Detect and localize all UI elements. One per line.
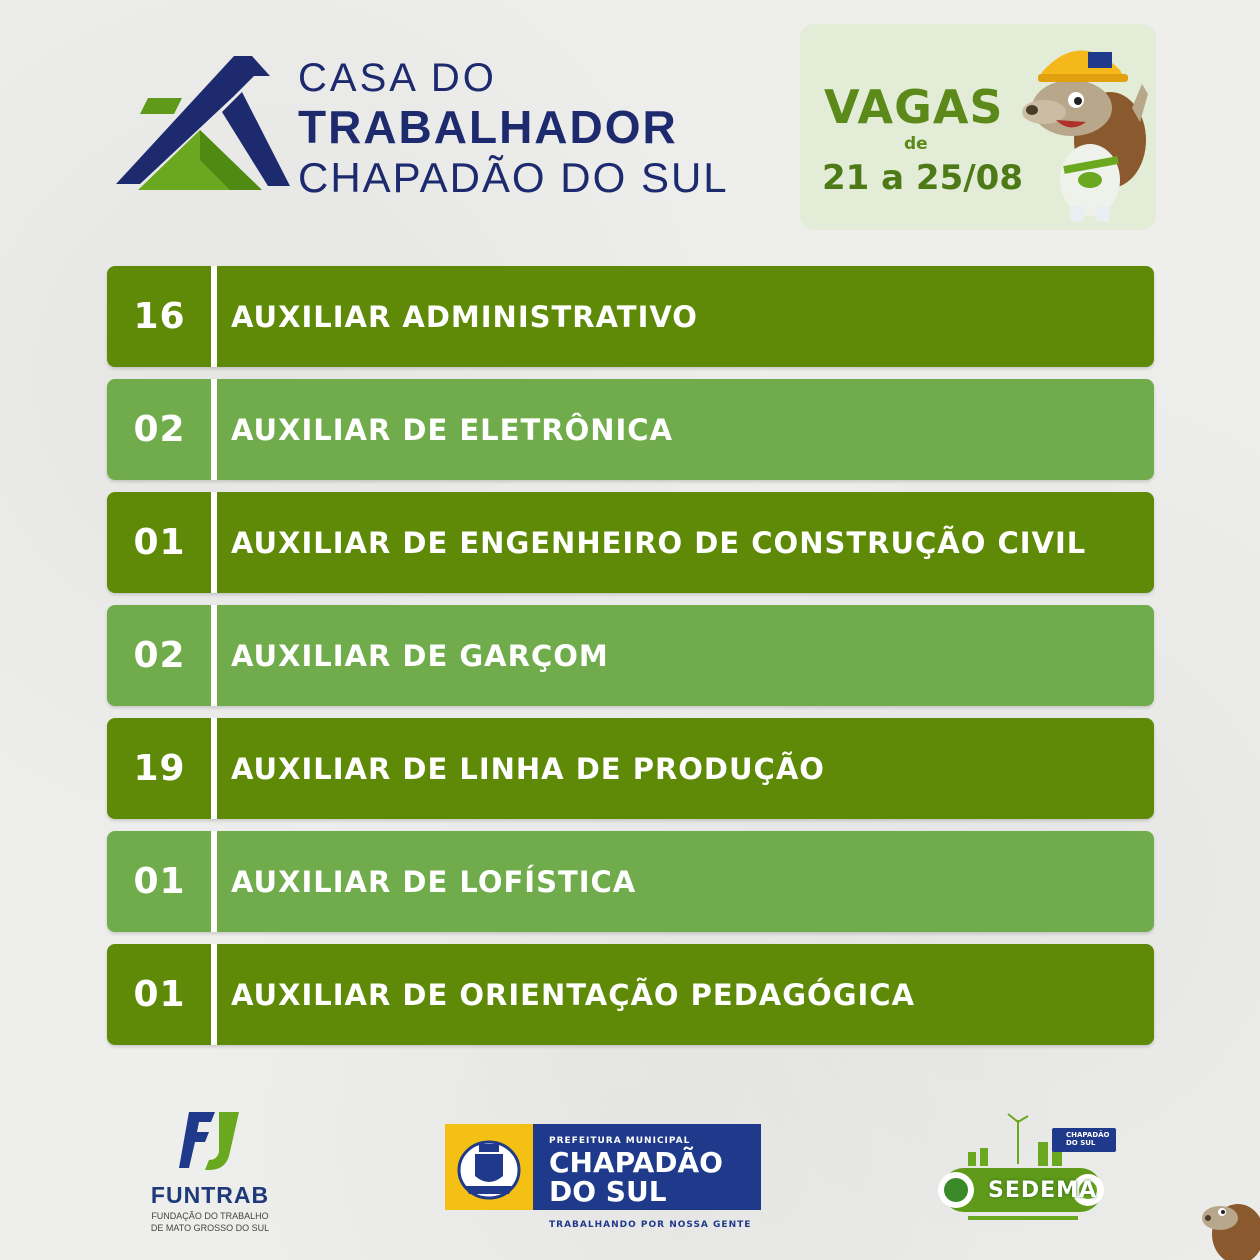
- logo-line-chapadao: CHAPADÃO DO SUL: [298, 154, 729, 201]
- job-title: AUXILIAR DE LOFÍSTICA: [231, 864, 637, 899]
- funtrab-subtitle-line2: DE MATO GROSSO DO SUL: [150, 1223, 270, 1233]
- job-vacancy-count: 01: [133, 861, 186, 902]
- job-row-divider: [211, 492, 217, 593]
- casa-do-trabalhador-logo-mark: [110, 52, 290, 192]
- prefeitura-slogan: TRABALHANDO POR NOSSA GENTE: [549, 1220, 752, 1230]
- job-title: AUXILIAR DE GARÇOM: [231, 638, 609, 673]
- job-title: AUXILIAR DE LINHA DE PRODUÇÃO: [231, 751, 825, 786]
- prefeitura-logo: [445, 1124, 761, 1238]
- job-vacancy-count: 02: [133, 409, 186, 450]
- job-title: AUXILIAR DE ORIENTAÇÃO PEDAGÓGICA: [231, 977, 916, 1012]
- vagas-title: VAGAS: [824, 80, 1004, 134]
- funtrab-subtitle-line1: FUNDAÇÃO DO TRABALHO: [151, 1211, 269, 1221]
- job-row: [107, 266, 1154, 367]
- prefeitura-name-line1: CHAPADÃO: [549, 1146, 723, 1179]
- armadillo-corner-icon: [1198, 1188, 1260, 1260]
- job-list: [107, 266, 1154, 1057]
- job-row: [107, 831, 1154, 932]
- job-title: AUXILIAR DE ENGENHEIRO DE CONSTRUÇÃO CIVIL: [231, 525, 1087, 560]
- armadillo-mascot-icon: [1020, 30, 1150, 226]
- sedema-logo: [928, 1112, 1116, 1242]
- job-vacancy-count: 19: [133, 748, 186, 789]
- sedema-name: SEDEMA: [988, 1178, 1098, 1203]
- logo-line-casa-do: CASA DO: [298, 56, 497, 100]
- funtrab-logo: [140, 1108, 280, 1233]
- casa-do-trabalhador-logo-text: [298, 58, 729, 200]
- job-row-divider: [211, 379, 217, 480]
- job-row-divider: [211, 605, 217, 706]
- prefeitura-label: PREFEITURA MUNICIPAL: [549, 1136, 691, 1146]
- funtrab-mark-icon: [175, 1108, 245, 1174]
- job-vacancy-count: 01: [133, 974, 186, 1015]
- job-vacancy-count: 02: [133, 635, 186, 676]
- coat-of-arms-icon: [445, 1124, 533, 1210]
- job-row: [107, 605, 1154, 706]
- vagas-connector: de: [904, 134, 928, 154]
- job-row-divider: [211, 718, 217, 819]
- job-title: AUXILIAR ADMINISTRATIVO: [231, 299, 698, 334]
- funtrab-name: FUNTRAB: [150, 1182, 270, 1208]
- job-row-divider: [211, 831, 217, 932]
- prefeitura-emblem: [445, 1124, 533, 1210]
- prefeitura-name-line2: DO SUL: [549, 1175, 667, 1208]
- logo-line-trabalhador: TRABALHADOR: [298, 101, 678, 153]
- job-vacancy-count: 01: [133, 522, 186, 563]
- job-vacancy-count: 16: [133, 296, 186, 337]
- job-row-divider: [211, 944, 217, 1045]
- house-icon: [110, 52, 290, 192]
- vagas-dates: 21 a 25/08: [822, 158, 1023, 198]
- vagas-card: [800, 24, 1156, 230]
- job-title: AUXILIAR DE ELETRÔNICA: [231, 412, 674, 447]
- sedema-badge-line2: DO SUL: [1066, 1139, 1096, 1147]
- job-row: [107, 379, 1154, 480]
- job-row: [107, 944, 1154, 1045]
- job-row: [107, 718, 1154, 819]
- sedema-badge-line1: CHAPADÃO: [1066, 1131, 1110, 1139]
- job-row: [107, 492, 1154, 593]
- sedema-city-badge: [1052, 1128, 1116, 1152]
- job-row-divider: [211, 266, 217, 367]
